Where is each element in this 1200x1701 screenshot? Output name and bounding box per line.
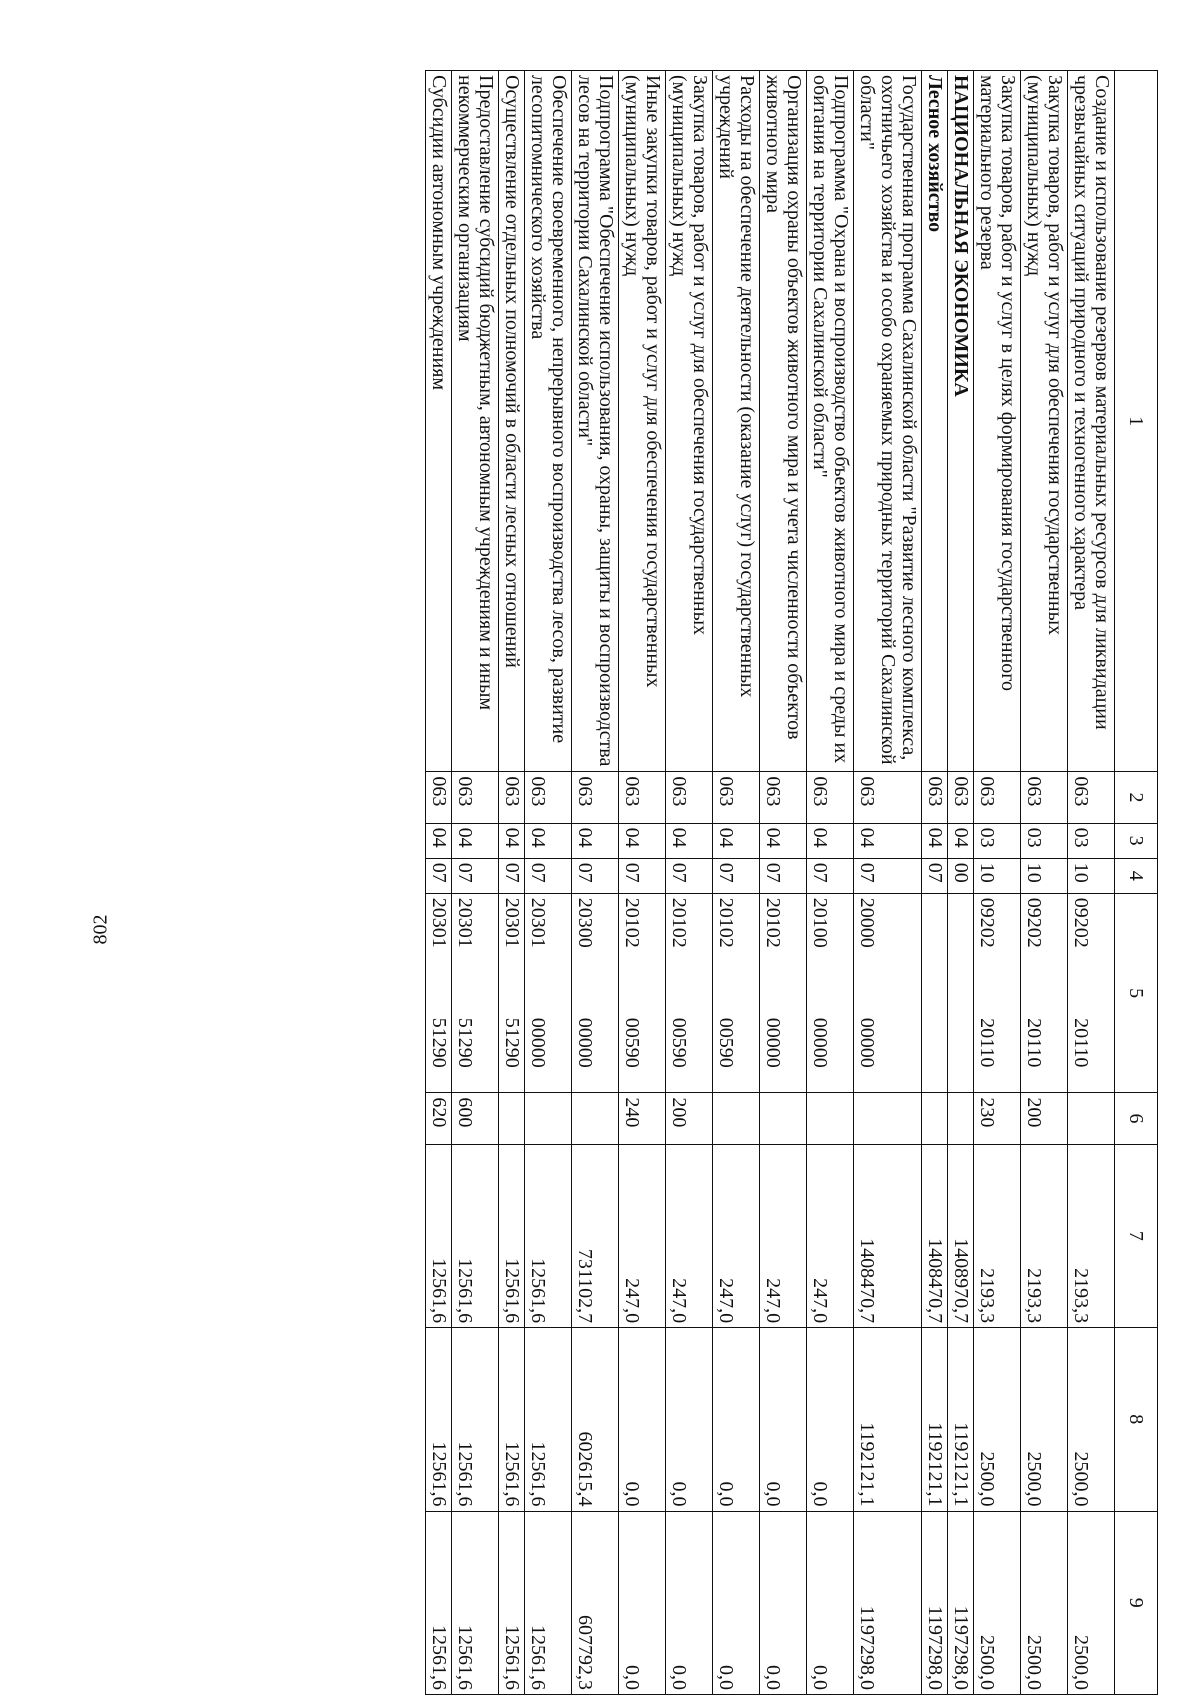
table-body [426,71,1115,1695]
cell-col-7: 12561,6 [525,1144,572,1327]
cell-col-8: 1192121,1 [854,1328,922,1511]
cell-col-8: 0,0 [619,1328,666,1511]
cell-col-2: 063 [666,772,713,823]
cell-col-8: 0,0 [807,1328,854,1511]
cell-col-9: 0,0 [666,1511,713,1694]
cell-col-2: 063 [713,772,760,823]
table-row [426,71,452,1695]
cell-col-5-direction: 00000 [572,993,619,1093]
cell-col-9: 2500,0 [974,1511,1021,1694]
cell-col-8: 1192121,1 [922,1328,948,1511]
cell-col-5-direction: 00590 [619,993,666,1093]
cell-col-8: 1192121,1 [948,1328,974,1511]
cell-col-7: 247,0 [807,1144,854,1327]
table-row [1068,71,1115,1695]
cell-col-2: 063 [760,772,807,823]
cell-col-2: 063 [854,772,922,823]
cell-col-9: 2500,0 [1021,1511,1068,1694]
cell-col-5-program: 09202 [1021,893,1068,993]
cell-col-4: 07 [713,858,760,893]
cell-col-7: 247,0 [713,1144,760,1327]
cell-col-6 [854,1093,922,1144]
cell-col-4: 07 [572,858,619,893]
cell-col-6: 600 [452,1093,499,1144]
cell-col-8: 12561,6 [452,1328,499,1511]
cell-col-2: 063 [1068,772,1115,823]
row-name: Закупка товаров, работ и услуг для обеспечения государственных (муниципальных) нужд [666,71,713,772]
header-col-9: 9 [1115,1511,1158,1694]
row-name: Лесное хозяйство [922,71,948,772]
cell-col-5-program: 20102 [666,893,713,993]
header-col-2: 2 [1115,772,1158,823]
cell-col-2: 063 [572,772,619,823]
cell-col-7: 12561,6 [452,1144,499,1327]
cell-col-9: 12561,6 [426,1511,452,1694]
table-row [1021,71,1068,1695]
cell-col-2: 063 [619,772,666,823]
cell-col-9: 12561,6 [452,1511,499,1694]
cell-col-5-program: 20000 [854,893,922,993]
cell-col-5-program: 20301 [525,893,572,993]
row-name: Закупка товаров, работ и услуг для обеспечения государственных (муниципальных) нужд [1021,71,1068,772]
cell-col-4: 07 [452,858,499,893]
cell-col-4: 07 [807,858,854,893]
cell-col-3: 04 [666,823,713,858]
cell-col-3: 04 [854,823,922,858]
cell-col-5-direction: 00590 [713,993,760,1093]
cell-col-4: 07 [499,858,525,893]
cell-col-8: 0,0 [760,1328,807,1511]
cell-col-6 [922,1093,948,1144]
cell-col-9: 0,0 [807,1511,854,1694]
cell-col-2: 063 [525,772,572,823]
cell-col-2: 063 [922,772,948,823]
cell-col-5-program: 20100 [807,893,854,993]
row-name: Закупка товаров, работ и услуг в целях формирования государственного материального резерва [974,71,1021,772]
cell-col-5-direction: 51290 [426,993,452,1093]
row-name: Иные закупки товаров, работ и услуг для обеспечения государственных (муниципальных) нужд [619,71,666,772]
cell-col-7: 1408470,7 [854,1144,922,1327]
cell-col-6 [760,1093,807,1144]
rotated-table-wrapper [425,70,1158,1695]
cell-col-9: 0,0 [713,1511,760,1694]
cell-col-5-direction: 00590 [666,993,713,1093]
budget-table [425,70,1158,1695]
table-row [922,71,948,1695]
cell-col-6 [713,1093,760,1144]
cell-col-4: 00 [948,858,974,893]
table-row [525,71,572,1695]
row-name: Предоставление субсидий бюджетным, автономным учреждениям и иным некоммерческим организациям [452,71,499,772]
cell-col-3: 04 [948,823,974,858]
cell-col-7: 12561,6 [499,1144,525,1327]
cell-col-9: 12561,6 [499,1511,525,1694]
header-col-7: 7 [1115,1144,1158,1327]
cell-col-5-direction: 00000 [760,993,807,1093]
cell-col-3: 04 [499,823,525,858]
row-name: Государственная программа Сахалинской области "Развитие лесного комплекса, охотничьего хозяйства и особо охраняемых природных территорий Сахалинской области" [854,71,922,772]
cell-col-5-program: 20300 [572,893,619,993]
cell-col-6 [499,1093,525,1144]
cell-col-3: 04 [807,823,854,858]
row-name: Организация охраны объектов животного мира и учета численности объектов животного мира [760,71,807,772]
cell-col-7: 247,0 [619,1144,666,1327]
cell-col-6 [948,1093,974,1144]
cell-col-7: 12561,6 [426,1144,452,1327]
cell-col-3: 04 [426,823,452,858]
cell-col-5-direction: 20110 [1068,993,1115,1093]
row-name: Создание и использование резервов материальных ресурсов для ликвидации чрезвычайных ситуаций природного и техногенного характера [1068,71,1115,772]
cell-col-5-program: 20301 [426,893,452,993]
cell-col-5-direction: 51290 [499,993,525,1093]
cell-col-5-direction [948,993,974,1093]
row-name: Осуществление отдельных полномочий в области лесных отношений [499,71,525,772]
cell-col-6: 200 [1021,1093,1068,1144]
table-row [713,71,760,1695]
cell-col-3: 04 [760,823,807,858]
cell-col-3: 04 [572,823,619,858]
cell-col-5-direction: 00000 [854,993,922,1093]
cell-col-8: 0,0 [666,1328,713,1511]
cell-col-4: 10 [1021,858,1068,893]
cell-col-4: 07 [426,858,452,893]
cell-col-9: 1197298,0 [854,1511,922,1694]
cell-col-7: 2193,3 [1021,1144,1068,1327]
cell-col-7: 247,0 [666,1144,713,1327]
table-row [572,71,619,1695]
cell-col-6: 200 [666,1093,713,1144]
cell-col-4: 07 [760,858,807,893]
cell-col-9: 12561,6 [525,1511,572,1694]
row-name: Расходы на обеспечение деятельности (оказание услуг) государственных учреждений [713,71,760,772]
cell-col-5-program: 20102 [619,893,666,993]
cell-col-2: 063 [426,772,452,823]
table-row [452,71,499,1695]
cell-col-3: 03 [1021,823,1068,858]
cell-col-4: 10 [974,858,1021,893]
cell-col-3: 04 [525,823,572,858]
cell-col-5-direction: 00000 [525,993,572,1093]
cell-col-4: 07 [666,858,713,893]
cell-col-5-program: 20102 [713,893,760,993]
cell-col-5-program: 20102 [760,893,807,993]
cell-col-5-direction: 20110 [974,993,1021,1093]
table-row [974,71,1021,1695]
cell-col-2: 063 [452,772,499,823]
cell-col-4: 07 [619,858,666,893]
cell-col-3: 04 [619,823,666,858]
cell-col-4: 10 [1068,858,1115,893]
cell-col-2: 063 [1021,772,1068,823]
cell-col-8: 0,0 [713,1328,760,1511]
cell-col-8: 2500,0 [974,1328,1021,1511]
cell-col-7: 2193,3 [1068,1144,1115,1327]
cell-col-9: 1197298,0 [948,1511,974,1694]
row-name: Обеспечение своевременного, непрерывного воспроизводства лесов, развитие лесопитомнического хозяйства [525,71,572,772]
header-col-1: 1 [1115,71,1158,772]
cell-col-7: 1408470,7 [922,1144,948,1327]
cell-col-3: 04 [922,823,948,858]
cell-col-8: 12561,6 [525,1328,572,1511]
cell-col-4: 07 [525,858,572,893]
cell-col-5-direction [922,993,948,1093]
cell-col-8: 12561,6 [499,1328,525,1511]
page-number: 802 [89,914,112,945]
cell-col-3: 03 [974,823,1021,858]
cell-col-9: 0,0 [619,1511,666,1694]
table-row [499,71,525,1695]
cell-col-2: 063 [974,772,1021,823]
cell-col-6: 230 [974,1093,1021,1144]
table-row [854,71,922,1695]
cell-col-9: 0,0 [760,1511,807,1694]
cell-col-6 [807,1093,854,1144]
cell-col-7: 1408970,7 [948,1144,974,1327]
table-row [807,71,854,1695]
cell-col-9: 607792,3 [572,1511,619,1694]
cell-col-8: 2500,0 [1068,1328,1115,1511]
table-row [619,71,666,1695]
header-col-4: 4 [1115,858,1158,893]
cell-col-6 [572,1093,619,1144]
cell-col-5-direction: 20110 [1021,993,1068,1093]
cell-col-5-program: 09202 [1068,893,1115,993]
cell-col-2: 063 [948,772,974,823]
cell-col-6 [1068,1093,1115,1144]
cell-col-2: 063 [807,772,854,823]
row-name: Субсидии автономным учреждениям [426,71,452,772]
cell-col-6: 620 [426,1093,452,1144]
cell-col-5-program [922,893,948,993]
cell-col-8: 12561,6 [426,1328,452,1511]
cell-col-2: 063 [499,772,525,823]
table-row [948,71,974,1695]
cell-col-5-program [948,893,974,993]
row-name: Подпрограмма "Охрана и воспроизводство объектов животного мира и среды их обитания на территории Сахалинской области" [807,71,854,772]
header-col-5: 5 [1115,893,1158,1093]
header-row [1115,71,1158,1695]
cell-col-5-program: 20301 [499,893,525,993]
cell-col-3: 04 [452,823,499,858]
header-col-8: 8 [1115,1328,1158,1511]
cell-col-5-direction: 51290 [452,993,499,1093]
cell-col-5-program: 09202 [974,893,1021,993]
cell-col-6: 240 [619,1093,666,1144]
cell-col-3: 03 [1068,823,1115,858]
cell-col-8: 2500,0 [1021,1328,1068,1511]
cell-col-6 [525,1093,572,1144]
header-col-3: 3 [1115,823,1158,858]
cell-col-4: 07 [922,858,948,893]
cell-col-5-direction: 00000 [807,993,854,1093]
cell-col-7: 2193,3 [974,1144,1021,1327]
cell-col-7: 247,0 [760,1144,807,1327]
row-name: Подпрограмма "Обеспечение использования, охраны, защиты и воспроизводства лесов на территории Сахалинской области" [572,71,619,772]
cell-col-9: 1197298,0 [922,1511,948,1694]
cell-col-4: 07 [854,858,922,893]
header-col-6: 6 [1115,1093,1158,1144]
cell-col-9: 2500,0 [1068,1511,1115,1694]
table-row [666,71,713,1695]
row-name: НАЦИОНАЛЬНАЯ ЭКОНОМИКА [948,71,974,772]
cell-col-5-program: 20301 [452,893,499,993]
cell-col-7: 731102,7 [572,1144,619,1327]
cell-col-3: 04 [713,823,760,858]
cell-col-8: 602615,4 [572,1328,619,1511]
table-row [760,71,807,1695]
